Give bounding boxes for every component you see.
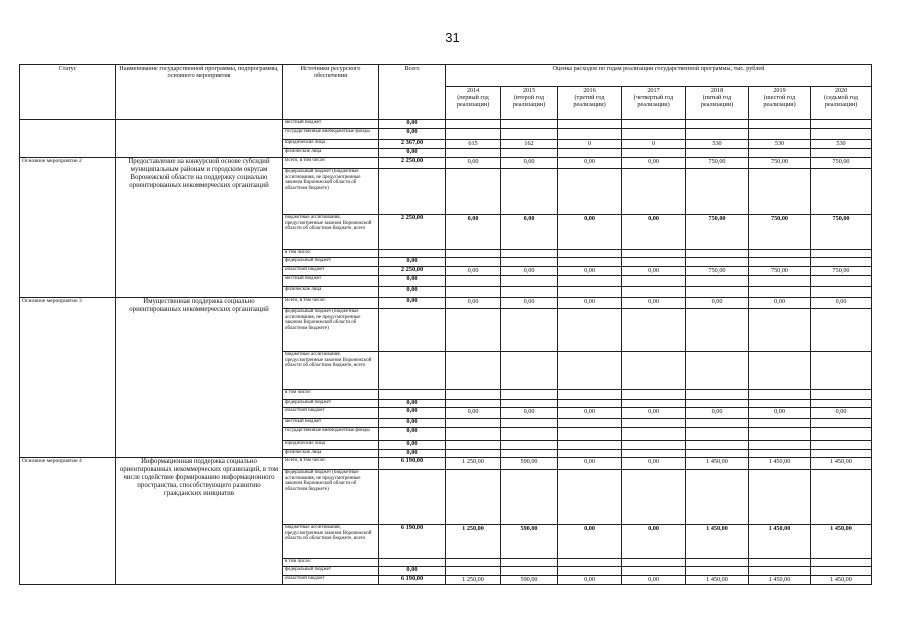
year-value-2017 (622, 149, 686, 158)
year-value-2015: 0,00 (501, 267, 558, 276)
year-value-2017 (622, 309, 686, 352)
funding-source: федеральный бюджет (283, 258, 379, 267)
year-value-2016 (558, 567, 622, 576)
year-value-2019 (749, 287, 811, 298)
year-value-2014: 0,00 (446, 158, 501, 169)
year-value-2016: 0,00 (558, 525, 622, 559)
year-value-2016 (558, 441, 622, 450)
year-value-2019: 750,00 (749, 158, 811, 169)
year-value-2019 (749, 250, 811, 258)
year-value-2014 (446, 309, 501, 352)
event-status (20, 120, 116, 158)
year-value-2017 (622, 120, 686, 129)
year-value-2015 (501, 450, 558, 458)
row-total: 0,00 (379, 258, 446, 267)
funding-source: физические лица (283, 450, 379, 458)
year-value-2018 (686, 450, 749, 458)
year-value-2019 (749, 352, 811, 390)
header-year-note: (шестой год реализации) (763, 94, 796, 108)
year-value-2014 (446, 120, 501, 129)
year-value-2014 (446, 441, 501, 450)
funding-source: федеральный бюджет (бюджетные ассигнования, не предусмотренные законом Воронежской области об областном бюджете) (283, 169, 379, 215)
year-value-2014 (446, 258, 501, 267)
year-value-2020: 0,00 (811, 298, 872, 309)
row-total: 0,00 (379, 419, 446, 428)
table-row (20, 298, 872, 309)
year-value-2016 (558, 258, 622, 267)
year-value-2018 (686, 120, 749, 129)
year-value-2016 (558, 400, 622, 408)
header-year-2020 (811, 87, 872, 120)
year-value-2017: 0,00 (622, 298, 686, 309)
year-value-2017: 0,00 (622, 215, 686, 250)
year-value-2014: 1 250,00 (446, 576, 501, 585)
row-total: 0,00 (379, 276, 446, 287)
row-total (379, 352, 446, 390)
year-value-2019: 1 450,00 (749, 576, 811, 585)
row-total: 0,00 (379, 408, 446, 419)
year-value-2018 (686, 559, 749, 567)
year-value-2020 (811, 559, 872, 567)
year-value-2018: 750,00 (686, 158, 749, 169)
header-year-value: 2020 (834, 87, 848, 94)
header-year-2019 (749, 87, 811, 120)
year-value-2020: 1 450,00 (811, 576, 872, 585)
year-value-2019 (749, 567, 811, 576)
header-name: Наименование государственной программы, подпрограммы, основного мероприятия (116, 65, 283, 120)
year-value-2018 (686, 567, 749, 576)
year-value-2020 (811, 470, 872, 525)
year-value-2015 (501, 250, 558, 258)
row-total: 2 367,00 (379, 140, 446, 149)
event-name: Имущественная поддержка социально ориентированных некоммерческих организаций (116, 298, 283, 458)
row-total (379, 309, 446, 352)
year-value-2017 (622, 428, 686, 441)
year-value-2018 (686, 129, 749, 140)
year-value-2016: 0,00 (558, 267, 622, 276)
year-value-2018 (686, 441, 749, 450)
year-value-2020 (811, 258, 872, 267)
row-total: 0,00 (379, 450, 446, 458)
year-value-2015: 0,00 (501, 215, 558, 250)
year-value-2015 (501, 287, 558, 298)
year-value-2020: 0,00 (811, 408, 872, 419)
year-value-2015 (501, 441, 558, 450)
funding-source: областной бюджет (283, 408, 379, 419)
funding-source: юридические лица (283, 140, 379, 149)
funding-source: в том числе: (283, 390, 379, 400)
year-value-2019 (749, 428, 811, 441)
row-total: 0,00 (379, 567, 446, 576)
year-value-2015: 0,00 (501, 158, 558, 169)
event-status: Основное мероприятие 3 (20, 298, 116, 458)
year-value-2018: 0,00 (686, 408, 749, 419)
year-value-2018 (686, 258, 749, 267)
year-value-2015 (501, 169, 558, 215)
year-value-2018 (686, 428, 749, 441)
year-value-2020: 750,00 (811, 215, 872, 250)
row-total: 6 190,00 (379, 458, 446, 470)
year-value-2017: 0 (622, 140, 686, 149)
header-year-2015 (501, 87, 558, 120)
funding-source: Всего, в том числе: (283, 458, 379, 470)
year-value-2018 (686, 400, 749, 408)
year-value-2020: 750,00 (811, 267, 872, 276)
year-value-2017 (622, 129, 686, 140)
funding-source: местный бюджет (283, 120, 379, 129)
row-total: 0,00 (379, 428, 446, 441)
funding-source: бюджетные ассигнования, предусмотренные законом Воронежской области об областном бюджете, всего (283, 215, 379, 250)
year-value-2019 (749, 258, 811, 267)
year-value-2016 (558, 169, 622, 215)
table-row (20, 120, 872, 129)
header-year-note: (пятый год реализации) (700, 94, 734, 108)
year-value-2014: 1 250,00 (446, 458, 501, 470)
header-year-note: (четвертый год реализации) (633, 94, 674, 108)
year-value-2014 (446, 250, 501, 258)
header-year-value: 2014 (466, 87, 480, 94)
year-value-2016: 0,00 (558, 576, 622, 585)
year-value-2020 (811, 287, 872, 298)
funding-source: бюджетные ассигнования, предусмотренные законом Воронежской области об областном бюджете, всего (283, 352, 379, 390)
page-number: 31 (445, 30, 460, 45)
row-total: 0,00 (379, 441, 446, 450)
year-value-2019 (749, 129, 811, 140)
year-value-2020 (811, 428, 872, 441)
year-value-2017 (622, 559, 686, 567)
year-value-2016: 0,00 (558, 298, 622, 309)
year-value-2016: 0,00 (558, 408, 622, 419)
year-value-2016: 0,00 (558, 215, 622, 250)
row-total: 0,00 (379, 129, 446, 140)
funding-source: в том числе: (283, 250, 379, 258)
year-value-2014 (446, 352, 501, 390)
year-value-2016 (558, 428, 622, 441)
row-total: 2 250,00 (379, 215, 446, 250)
year-value-2014 (446, 400, 501, 408)
header-estimate: Оценка расходов по годам реализации государственной программы, тыс. рублей (446, 65, 872, 87)
year-value-2019 (749, 390, 811, 400)
year-value-2016 (558, 352, 622, 390)
year-value-2015 (501, 309, 558, 352)
year-value-2014 (446, 276, 501, 287)
year-value-2020 (811, 441, 872, 450)
funding-source: федеральный бюджет (бюджетные ассигнования, не предусмотренные законом Воронежской области об областном бюджете) (283, 309, 379, 352)
year-value-2019 (749, 470, 811, 525)
year-value-2020: 1 450,00 (811, 525, 872, 559)
year-value-2018 (686, 149, 749, 158)
year-value-2020 (811, 390, 872, 400)
year-value-2015 (501, 129, 558, 140)
funding-source: бюджетные ассигнования, предусмотренные законом Воронежской области об областном бюджете, всего (283, 525, 379, 559)
year-value-2015 (501, 149, 558, 158)
year-value-2018 (686, 352, 749, 390)
year-value-2018 (686, 390, 749, 400)
year-value-2015: 162 (501, 140, 558, 149)
year-value-2017 (622, 441, 686, 450)
year-value-2017 (622, 169, 686, 215)
year-value-2017 (622, 470, 686, 525)
event-name: Информационная поддержка социально ориентированных некоммерческих организаций, в том числе содействие формированию информационного пространства, способствующего развитию гражданских инициатив (116, 458, 283, 585)
funding-source: юридические лица (283, 441, 379, 450)
year-value-2020: 530 (811, 140, 872, 149)
year-value-2016 (558, 276, 622, 287)
year-value-2016 (558, 287, 622, 298)
year-value-2014 (446, 419, 501, 428)
year-value-2015 (501, 390, 558, 400)
year-value-2020 (811, 129, 872, 140)
event-name (116, 120, 283, 158)
year-value-2020 (811, 276, 872, 287)
year-value-2014: 0,00 (446, 267, 501, 276)
year-value-2020: 1 450,00 (811, 458, 872, 470)
year-value-2014 (446, 450, 501, 458)
table-container (19, 64, 872, 585)
year-value-2020 (811, 352, 872, 390)
year-value-2015 (501, 400, 558, 408)
year-value-2018 (686, 287, 749, 298)
row-total (379, 390, 446, 400)
year-value-2019: 530 (749, 140, 811, 149)
year-value-2016 (558, 309, 622, 352)
year-value-2020 (811, 169, 872, 215)
year-value-2017 (622, 250, 686, 258)
year-value-2015 (501, 567, 558, 576)
row-total: 0,00 (379, 149, 446, 158)
header-year-2016 (558, 87, 622, 120)
year-value-2015 (501, 120, 558, 129)
year-value-2018 (686, 470, 749, 525)
year-value-2019: 0,00 (749, 298, 811, 309)
header-year-note: (третий год реализации) (573, 94, 606, 108)
year-value-2018 (686, 250, 749, 258)
year-value-2018 (686, 169, 749, 215)
year-value-2018 (686, 419, 749, 428)
year-value-2018: 0,00 (686, 298, 749, 309)
year-value-2015 (501, 258, 558, 267)
header-source: Источники ресурсного обеспечения (283, 65, 379, 120)
year-value-2017: 0,00 (622, 158, 686, 169)
year-value-2017 (622, 419, 686, 428)
year-value-2018: 1 450,00 (686, 458, 749, 470)
year-value-2018: 750,00 (686, 267, 749, 276)
header-total: Всего (379, 65, 446, 120)
row-total (379, 559, 446, 567)
year-value-2020 (811, 250, 872, 258)
header-row-top (20, 65, 872, 87)
year-value-2017 (622, 400, 686, 408)
year-value-2020 (811, 419, 872, 428)
year-value-2014 (446, 169, 501, 215)
year-value-2016 (558, 250, 622, 258)
funding-source: местный бюджет (283, 276, 379, 287)
year-value-2019 (749, 400, 811, 408)
row-total: 2 250,00 (379, 158, 446, 169)
year-value-2018: 530 (686, 140, 749, 149)
budget-table (19, 64, 872, 585)
funding-source: физические лица (283, 149, 379, 158)
year-value-2014 (446, 149, 501, 158)
header-year-2014 (446, 87, 501, 120)
year-value-2019: 750,00 (749, 267, 811, 276)
year-value-2020 (811, 149, 872, 158)
event-name: Предоставление на конкурсной основе субсидий муниципальным районам и городским округам Воронежской области на поддержку социально ориентированных некоммерческих организаций (116, 158, 283, 298)
funding-source: областной бюджет (283, 267, 379, 276)
year-value-2017: 0,00 (622, 525, 686, 559)
year-value-2014 (446, 567, 501, 576)
header-status: Статус (20, 65, 116, 120)
year-value-2017 (622, 276, 686, 287)
row-total: 6 190,00 (379, 525, 446, 559)
funding-source: федеральный бюджет (бюджетные ассигнования, не предусмотренные законом Воронежской области об областном бюджете) (283, 470, 379, 525)
funding-source: государственные внебюджетные фонды (283, 428, 379, 441)
year-value-2016 (558, 470, 622, 525)
year-value-2015: 590,00 (501, 525, 558, 559)
funding-source: федеральный бюджет (283, 400, 379, 408)
year-value-2014: 615 (446, 140, 501, 149)
year-value-2015 (501, 276, 558, 287)
year-value-2016 (558, 149, 622, 158)
year-value-2015: 590,00 (501, 576, 558, 585)
funding-source: федеральный бюджет (283, 567, 379, 576)
row-total (379, 470, 446, 525)
funding-source: государственные внебюджетные фонды (283, 129, 379, 140)
row-total: 0,00 (379, 298, 446, 309)
year-value-2014 (446, 390, 501, 400)
year-value-2017: 0,00 (622, 458, 686, 470)
year-value-2018 (686, 276, 749, 287)
year-value-2017 (622, 390, 686, 400)
funding-source: местный бюджет (283, 419, 379, 428)
row-total: 6 190,00 (379, 576, 446, 585)
header-year-value: 2017 (647, 87, 660, 94)
year-value-2015 (501, 419, 558, 428)
year-value-2014 (446, 470, 501, 525)
year-value-2016 (558, 419, 622, 428)
event-status: Основное мероприятие 2 (20, 158, 116, 298)
year-value-2017 (622, 450, 686, 458)
year-value-2014: 0,00 (446, 298, 501, 309)
row-total: 0,00 (379, 400, 446, 408)
year-value-2019: 750,00 (749, 215, 811, 250)
year-value-2017: 0,00 (622, 267, 686, 276)
year-value-2018: 1 450,00 (686, 576, 749, 585)
year-value-2015 (501, 352, 558, 390)
year-value-2014 (446, 559, 501, 567)
year-value-2019 (749, 169, 811, 215)
year-value-2015: 590,00 (501, 458, 558, 470)
year-value-2015 (501, 428, 558, 441)
header-year-value: 2016 (583, 87, 596, 94)
row-total: 0,00 (379, 287, 446, 298)
year-value-2019 (749, 149, 811, 158)
year-value-2016 (558, 120, 622, 129)
header-year-note: (седьмой год реализации) (824, 94, 858, 108)
header-year-value: 2019 (773, 87, 786, 94)
year-value-2020: 750,00 (811, 158, 872, 169)
year-value-2014 (446, 129, 501, 140)
year-value-2017 (622, 258, 686, 267)
year-value-2017: 0,00 (622, 408, 686, 419)
year-value-2016: 0 (558, 140, 622, 149)
year-value-2019 (749, 309, 811, 352)
year-value-2019: 0,00 (749, 408, 811, 419)
year-value-2019 (749, 559, 811, 567)
year-value-2020 (811, 120, 872, 129)
year-value-2016 (558, 559, 622, 567)
year-value-2017: 0,00 (622, 576, 686, 585)
year-value-2019: 1 450,00 (749, 458, 811, 470)
year-value-2015 (501, 559, 558, 567)
row-total (379, 250, 446, 258)
year-value-2020 (811, 450, 872, 458)
year-value-2018: 750,00 (686, 215, 749, 250)
year-value-2016: 0,00 (558, 158, 622, 169)
year-value-2017 (622, 287, 686, 298)
year-value-2018: 1 450,00 (686, 525, 749, 559)
year-value-2019 (749, 419, 811, 428)
year-value-2017 (622, 567, 686, 576)
year-value-2016: 0,00 (558, 458, 622, 470)
header-year-note: (первый год реализации) (456, 94, 490, 108)
year-value-2014 (446, 428, 501, 441)
year-value-2018 (686, 309, 749, 352)
year-value-2016 (558, 450, 622, 458)
row-total (379, 169, 446, 215)
year-value-2014: 0,00 (446, 408, 501, 419)
year-value-2020 (811, 400, 872, 408)
year-value-2019 (749, 450, 811, 458)
event-status: Основное мероприятие 4 (20, 458, 116, 585)
header-year-value: 2018 (710, 87, 724, 94)
year-value-2019 (749, 441, 811, 450)
year-value-2015: 0,00 (501, 408, 558, 419)
year-value-2015: 0,00 (501, 298, 558, 309)
funding-source: в том числе: (283, 559, 379, 567)
table-row (20, 158, 872, 169)
header-year-2017 (622, 87, 686, 120)
row-total: 0,00 (379, 120, 446, 129)
year-value-2020 (811, 567, 872, 576)
year-value-2019 (749, 276, 811, 287)
year-value-2017 (622, 352, 686, 390)
year-value-2014: 1 250,00 (446, 525, 501, 559)
funding-source: Всего, в том числе: (283, 158, 379, 169)
year-value-2015 (501, 470, 558, 525)
funding-source: физические лица (283, 287, 379, 298)
year-value-2019: 1 450,00 (749, 525, 811, 559)
year-value-2016 (558, 129, 622, 140)
year-value-2014: 0,00 (446, 215, 501, 250)
table-row (20, 458, 872, 470)
funding-source: Всего, в том числе: (283, 298, 379, 309)
year-value-2020 (811, 309, 872, 352)
funding-source: областной бюджет (283, 576, 379, 585)
year-value-2019 (749, 120, 811, 129)
header-year-value: 2015 (522, 87, 536, 94)
header-year-note: (второй год реализации) (512, 94, 546, 108)
year-value-2014 (446, 287, 501, 298)
year-value-2016 (558, 390, 622, 400)
row-total: 2 250,00 (379, 267, 446, 276)
header-year-2018 (686, 87, 749, 120)
